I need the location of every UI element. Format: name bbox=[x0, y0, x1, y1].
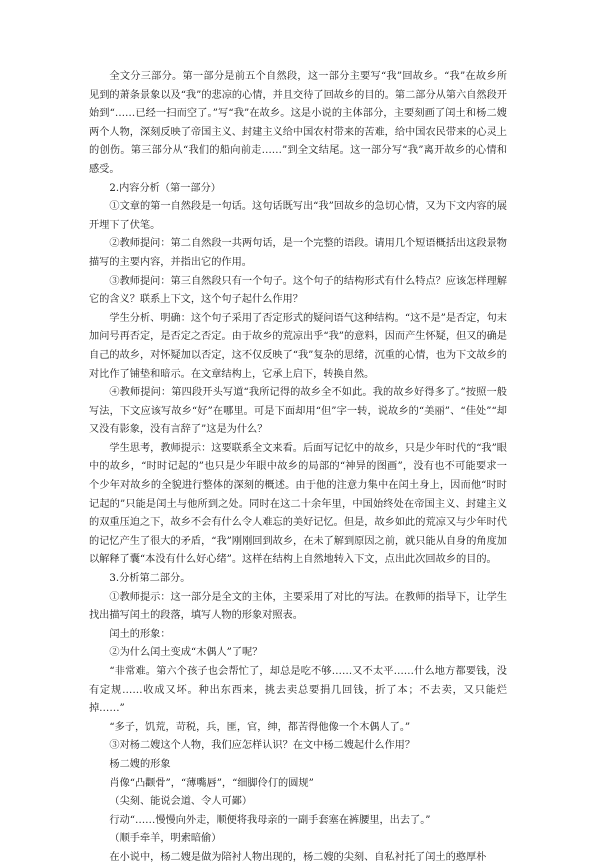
paragraph-point-2: ②教师提问：第二自然段一共两句话，是一个完整的语段。请用几个短语概括出这段景物描写的主要内容，并指出它的作用。 bbox=[89, 238, 507, 268]
paragraph-point-3: ③教师提问：第三自然段只有一个句子。这个句子的结构形式有什么特点？应该怎样理解它的含义？联系上下文，这个句子起什么作用？ bbox=[89, 275, 507, 306]
heading-content-analysis: 2.内容分析（第一部分） bbox=[109, 182, 221, 194]
line-action-note: （顺手牵羊，明索暗偷） bbox=[109, 833, 222, 845]
paragraph-point-1: ①文章的第一自然段是一句话。这句话既写出“我”回故乡的急切心情，又为下文内容的展开埋下了伏笔。 bbox=[89, 201, 507, 231]
quote-runtu-1: “非常难。第六个孩子也会帮忙了，却总是吃不够……又不太平……什么地方都要钱，没有定规……收成又坏。种出东西来，挑去卖总要捐几回钱，折了本；不去卖，又只能烂掉……” bbox=[89, 666, 507, 715]
paragraph-contrast: 在小说中，杨二嫂是做为陪衬人物出现的，杨二嫂的尖刻、自私衬托了闰土的憨厚朴 bbox=[109, 851, 487, 863]
paragraph-student-analysis: 学生分析、明确：这个句子采用了否定形式的疑问语气这种结构。“这不是”是否定，句末加问号再否定，是否定之否定。由于故乡的荒凉出乎“我”的意料，因而产生怀疑，但又的确是自己的故乡，对怀疑加以否定，这不仅反映了“我”复杂的思绪，沉重的心情，也为下文故乡的对比作了铺垫和暗示。在文章结构上，它承上启下，转换自然。 bbox=[89, 312, 507, 380]
paragraph-part-two-hint: ①教师提示：这一部分是全文的主体，主要采用了对比的写法。在教师的指导下，让学生找出描写闰土的段落，填写人物的形象对照表。 bbox=[89, 591, 507, 622]
document-page bbox=[89, 68, 507, 868]
question-yang-ersao: ③对杨二嫂这个人物，我们应怎样认识？在文中杨二嫂起什么作用？ bbox=[109, 740, 416, 752]
line-action: 行动“……慢慢向外走，顺便将我母亲的一副手套塞在裤腰里，出去了。” bbox=[109, 814, 431, 826]
heading-part-two: 3.分析第二部分。 bbox=[109, 573, 191, 585]
label-yang-ersao-image: 杨二嫂的形象 bbox=[109, 758, 171, 770]
paragraph-point-4: ④教师提问：第四段开头写道“我所记得的故乡全不如此。我的故乡好得多了。”按照一般写法，下文应该写故乡“好”在哪里。可是下面却用“但”字一转，说故乡的“美丽”、“佳处”“却又没有影象，没有言辞了”这是为什么？ bbox=[89, 387, 507, 436]
paragraph-teacher-hint: 学生思考，教师提示：这要联系全文来看。后面写记忆中的故乡，只是少年时代的“我”眼中的故乡，“时时记起的”也只是少年眼中故乡的局部的“神异的图画”，没有也不可能要求一个少年对故乡的全貌进行整体的深刻的概述。由于他的注意力集中在闰土身上，因而他“时时记起的”只能是闰土与他所到之处。同时在这二十余年里，中国始终处在帝国主义、封建主义的双重压迫之下，故乡不会有什么令人难忘的美好记忆。但是，故乡如此的荒凉又与少年时代的记忆产生了很大的矛盾，“我”刚刚回到故乡，在未了解到原因之前，就只能从自身的角度加以解释了囊“本没有什么好心绪”。这样在结构上自然地转入下文，点出此次回故乡的目的。 bbox=[89, 442, 507, 566]
paragraph-structure: 全文分三部分。第一部分是前五个自然段，这一部分主要写“我”回故乡。“我”在故乡所见到的萧条景象以及“我”的悲凉的心情，并且交待了回故乡的目的。第二部分从第六自然段开始到“……已经一扫而空了。”写“我”在故乡。这是小说的主体部分，主要刻画了闰土和杨二嫂两个人物，深刻反映了帝国主义、封建主义给中国农村带来的苦难，给中国农民带来的心灵上的创伤。第三部分从“我们的船向前走……”到全文结尾。这一部分写“我”离开故乡的心情和感受。 bbox=[89, 71, 507, 175]
label-runtu-image: 闰土的形象： bbox=[109, 628, 171, 640]
quote-runtu-2: “多子，饥荒，苛税，兵，匪，官，绅，都苦得他像一个木偶人了。” bbox=[109, 721, 411, 733]
line-portrait-note: （尖刻、能说会道、令人可鄙） bbox=[109, 796, 253, 808]
line-portrait: 肖像“凸颧骨”，“薄嘴唇”，“细脚伶仃的圆规” bbox=[109, 777, 314, 789]
question-runtu: ②为什么闰土变成“木偶人”了呢？ bbox=[109, 647, 263, 659]
